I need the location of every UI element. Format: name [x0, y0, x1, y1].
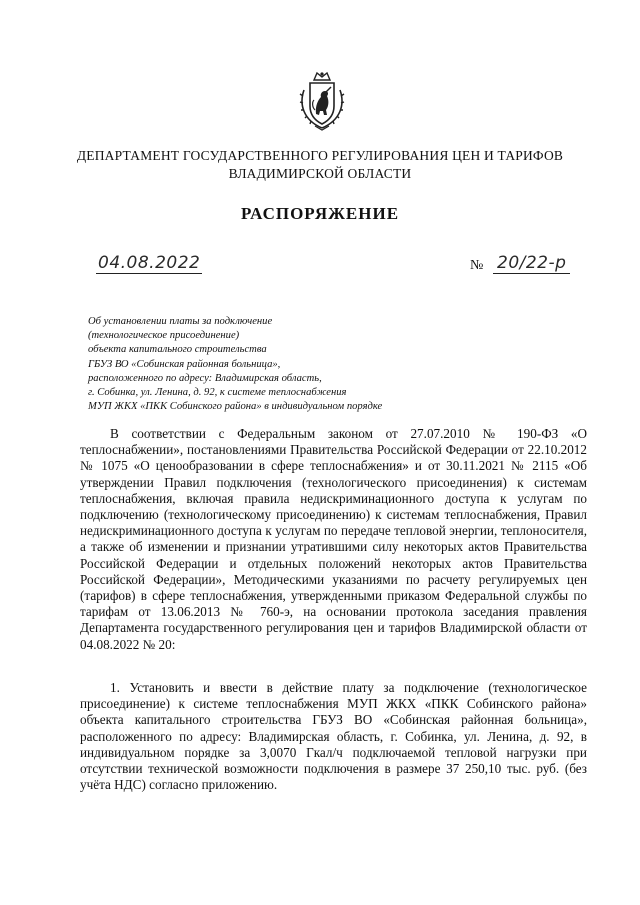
number-label: № — [470, 258, 484, 273]
department-name-line2: ВЛАДИМИРСКОЙ ОБЛАСТИ — [228, 166, 412, 181]
department-name-line1: ДЕПАРТАМЕНТ ГОСУДАРСТВЕННОГО РЕГУЛИРОВАНИЯ ЦЕН И ТАРИФОВ — [76, 148, 564, 163]
subject-line: Об установлении платы за подключение — [88, 316, 273, 327]
subject-line: (технологическое присоединение) — [88, 330, 240, 342]
subject-line: объекта капитального строительства — [88, 344, 267, 356]
coat-of-arms-icon — [297, 70, 347, 132]
subject-line: МУП ЖКХ «ПКК Собинского района» в индивидуальном порядке — [88, 401, 383, 413]
subject-line: г. Собинка, ул. Ленина, д. 92, к системе теплоснабжения — [88, 387, 347, 399]
document-date: 04.08.2022 — [98, 253, 201, 273]
document-type-title: РАСПОРЯЖЕНИЕ — [240, 204, 400, 223]
subject-line: ГБУЗ ВО «Собинская районная больница», — [88, 358, 281, 370]
document-subject — [88, 315, 448, 414]
clause-1-paragraph: 1. Установить и ввести в действие плату за подключение (технологическое присоединение) к системе теплоснабжения МУП ЖКХ «ПКК Собинского района» объекта капитального строительства ГБУЗ ВО «Собинская районная больница», расположенного по адресу: Владимирская область, г. Собинка, ул. Ленина, д. 92, в индивидуальном порядке за 3,0070 Гкал/ч подключаемой тепловой нагрузки при отсутствии технической возможности подключения в размере 37 250,10 тыс. руб. (без учёта НДС) согласно приложению. — [80, 680, 587, 793]
subject-line: расположенного по адресу: Владимирская область, — [88, 372, 322, 384]
preamble-paragraph: В соответствии с Федеральным законом от 27.07.2010 № 190-ФЗ «О теплоснабжении», постановлениями Правительства Российской Федерации от 22.10.2012 № 1075 «О ценообразовании в сфере теплоснабжения» и от 30.11.2021 № 2115 «Об утверждении Правил подключения (технологического присоединения) к системам теплоснабжения, включая правила недискриминационного доступа к услугам по подключению (технологическому присоединению) к системам теплоснабжения, Правил недискриминационного доступа к услугам по передаче тепловой энергии, теплоносителя, а также об изменении и признании утратившими силу некоторых актов Правительства Российской Федерации и отдельных положений некоторых актов Правительства Российской Федерации», Методическими указаниями по расчету регулируемых цен (тарифов) в сфере теплоснабжения, утвержденными приказом Федеральной службы по тарифам от 13.06.2013 № 760-э, на основании протокола заседания правления Департамента государственного регулирования цен и тарифов Владимирской области от 04.08.2022 № 20: — [80, 426, 587, 652]
document-number: 20/22-р — [493, 253, 570, 274]
